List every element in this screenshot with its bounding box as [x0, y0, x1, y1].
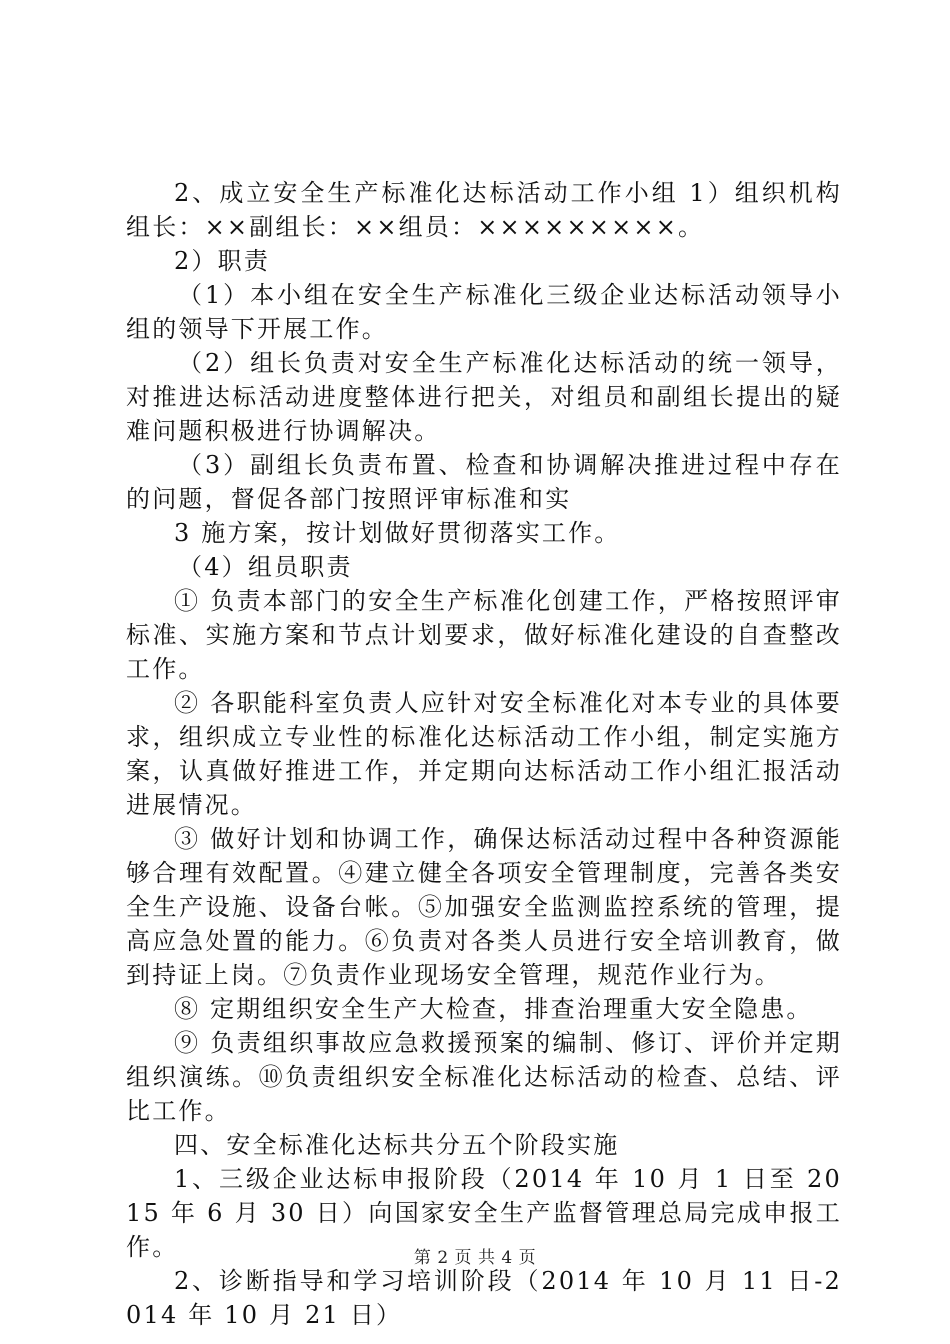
section-heading-stages: 四、安全标准化达标共分五个阶段实施: [174, 1131, 620, 1159]
paragraph-member-9-10: ⑨ 负责组织事故应急救援预案的编制、修订、评价并定期组织演练。⑩负责组织安全标准化达标活动的检查、总结、评比工作。: [126, 1029, 842, 1125]
paragraph-stage-1: 1、三级企业达标申报阶段（2014 年 10 月 1 日至 2015 年 6 月 30 日）向国家安全生产监督管理总局完成申报工作。: [126, 1165, 842, 1261]
body-text: [126, 176, 842, 1332]
paragraph-member-1: ① 负责本部门的安全生产标准化创建工作，严格按照评审标准、实施方案和节点计划要求，做好标准化建设的自查整改工作。: [126, 587, 842, 683]
paragraph-stage-2: 2、诊断指导和学习培训阶段（2014 年 10 月 11 日-2014 年 10 月 21 日）: [126, 1267, 842, 1329]
paragraph-duties-heading: 2）职责: [174, 247, 271, 275]
paragraph-member-2: ② 各职能科室负责人应针对安全标准化对本专业的具体要求，组织成立专业性的标准化达标活动工作小组，制定实施方案，认真做好推进工作，并定期向达标活动工作小组汇报活动进展情况。: [126, 689, 842, 819]
page-footer: 第 2 页 共 4 页: [413, 1248, 537, 1268]
paragraph-member-3-7: ③ 做好计划和协调工作，确保达标活动过程中各种资源能够合理有效配置。④建立健全各项安全管理制度，完善各类安全生产设施、设备台帐。⑤加强安全监测监控系统的管理，提高应急处置的能力。⑥负责对各类人员进行安全培训教育，做到持证上岗。⑦负责作业现场安全管理，规范作业行为。: [126, 825, 842, 989]
paragraph-duty-1: （1）本小组在安全生产标准化三级企业达标活动领导小组的领导下开展工作。: [126, 281, 842, 343]
paragraph-duty-3: （3）副组长负责布置、检查和协调解决推进过程中存在的问题，督促各部门按照评审标准和实: [126, 451, 842, 513]
paragraph-duty-3-cont: 3 施方案，按计划做好贯彻落实工作。: [174, 519, 621, 547]
paragraph-duty-4-heading: （4）组员职责: [178, 553, 353, 581]
paragraph-team: 2、成立安全生产标准化达标活动工作小组 1）组织机构组长：××副组长：××组员：×××××××××。: [126, 179, 842, 241]
paragraph-duty-2: （2）组长负责对安全生产标准化达标活动的统一领导，对推进达标活动进度整体进行把关，对组员和副组长提出的疑难问题积极进行协调解决。: [126, 349, 842, 445]
paragraph-member-8: ⑧ 定期组织安全生产大检查，排查治理重大安全隐患。: [174, 995, 813, 1023]
